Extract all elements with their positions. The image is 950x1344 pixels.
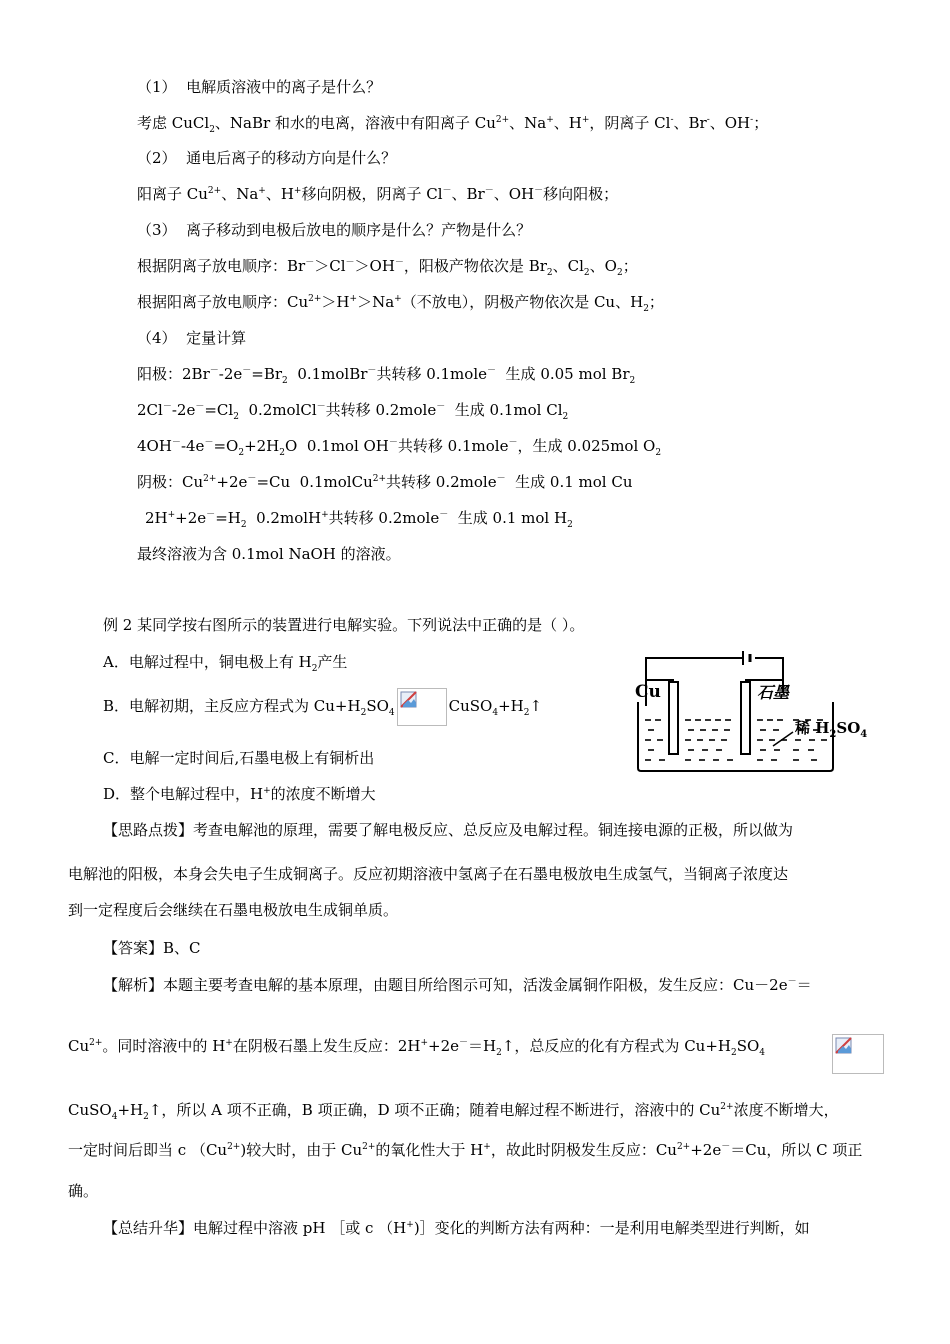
electrolysis-apparatus-diagram [633, 650, 873, 775]
calc-cathode-h: $2H^++2e^-=H_2$ 0.2molH+共转移 0.2mole－ 生成 0.1 mol $H_2$ [145, 509, 573, 530]
option-b: B．电解初期，主反应方程式为 $Cu+H_2SO_4$ $CuSO_4+H_2↑$ [103, 688, 542, 726]
analysis-line-2: $Cu^{2+}$。同时溶液中的 H+在阴极石墨上发生反应：$2H^++2e^-=H_2↑$，总反应的化有方程式为 $Cu+H_2SO_4$ [68, 1037, 766, 1058]
question-3: （3） 离子移动到电极后放电的顺序是什么？产物是什么？ [137, 221, 532, 239]
question-4: （4） 定量计算 [137, 329, 247, 347]
answer-3-cathode: 根据阳离子放电顺序：$Cu^{2+}>H^+>Na^+$（不放电），阴极产物依次是 Cu、$H_2$； [137, 293, 664, 314]
analysis-line-3: $CuSO_4+H_2↑$，所以 A 项不正确，B 项正确，D 项不正确；随着电解过程不断进行，溶液中的 $Cu^{2+}$浓度不断增大， [68, 1101, 839, 1122]
option-d: D．整个电解过程中，H+的浓度不断增大 [103, 785, 376, 803]
analysis-line-5: 确。 [68, 1182, 99, 1200]
answer-1: 考虑 CuCl$_2$、NaBr 和水的电离，溶液中有阳离子 $Cu^{2+}$、Na+、H+，阴离子 Cl-、Br-、OH-； [137, 114, 769, 135]
option-a: A．电解过程中，铜电极上有 $H_2$产生 [103, 653, 348, 674]
dilute-h2so4-label: 稀 $H_2SO_4$ [795, 719, 868, 740]
hint-line-1: 【思路点拨】考查电解池的原理，需要了解电极反应、总反应及电解过程。铜连接电源的正极，所以做为 [103, 821, 794, 839]
graphite-electrode-label: 石墨 [757, 683, 790, 702]
analysis-line-1: 【解析】本题主要考查电解的基本原理，由题目所给图示可知，活泼金属铜作阳极，发生反应：Cu－2e－＝ [103, 976, 812, 994]
hint-line-2: 电解池的阳极，本身会失电子生成铜离子。反应初期溶液中氢离子在石墨电极放电生成氢气，当铜离子浓度达 [68, 865, 789, 883]
broken-image-icon [397, 688, 447, 726]
calc-anode-br: 阳极：$2Br^--2e^-=Br_2$ 0.1molBr－共转移 0.1mole－ 生成 0.05 mol $Br_2$ [137, 365, 636, 386]
answer: 【答案】B、C [103, 939, 201, 957]
summary: 【总结升华】电解过程中溶液 pH ［或 c （H+)］变化的判断方法有两种：一是利用电解类型进行判断，如 [103, 1219, 810, 1237]
cu-electrode-label: Cu [635, 682, 661, 702]
answer-3-anode: 根据阴离子放电顺序：Br－＞Cl－＞OH－，阳极产物依次是 $Br_2$、$Cl_2$、$O_2$； [137, 257, 638, 278]
answer-2: 阳离子 $Cu^{2+}$、Na+、H+移向阴极，阴离子 Cl－、Br－、OH－移向阳极； [137, 185, 619, 203]
option-c: C．电解一定时间后,石墨电极上有铜析出 [103, 749, 375, 767]
calc-cathode-cu: 阴极：$Cu^{2+}+2e^-=Cu$ 0.1molCu$^{2+}$共转移 0.2mole－ 生成 0.1 mol Cu [137, 473, 633, 491]
broken-image-icon [832, 1034, 884, 1074]
question-2: （2） 通电后离子的移动方向是什么？ [137, 149, 397, 167]
final-solution: 最终溶液为含 0.1mol NaOH 的溶液。 [137, 545, 401, 563]
calc-anode-oh: $4OH^--4e^-=O_2+2H_2O$ 0.1mol OH－共转移 0.1mole－，生成 0.025mol $O_2$ [137, 437, 662, 458]
hint-line-3: 到一定程度后会继续在石墨电极放电生成铜单质。 [68, 901, 399, 919]
example-2-title: 例 2 某同学按右图所示的装置进行电解实验。下列说法中正确的是（ ）。 [103, 616, 585, 634]
calc-anode-cl: $2Cl^--2e^-=Cl_2$ 0.2molCl－共转移 0.2mole－ 生成 0.1mol $Cl_2$ [137, 401, 569, 422]
analysis-line-4: 一定时间后即当 c $(Cu^{2+})$较大时，由于 $Cu^{2+}$的氧化性大于 H+，故此时阴极发生反应：$Cu^{2+}+2e^-=Cu$，所以 C 项正 [68, 1141, 863, 1159]
question-1: （1） 电解质溶液中的离子是什么？ [137, 78, 382, 96]
